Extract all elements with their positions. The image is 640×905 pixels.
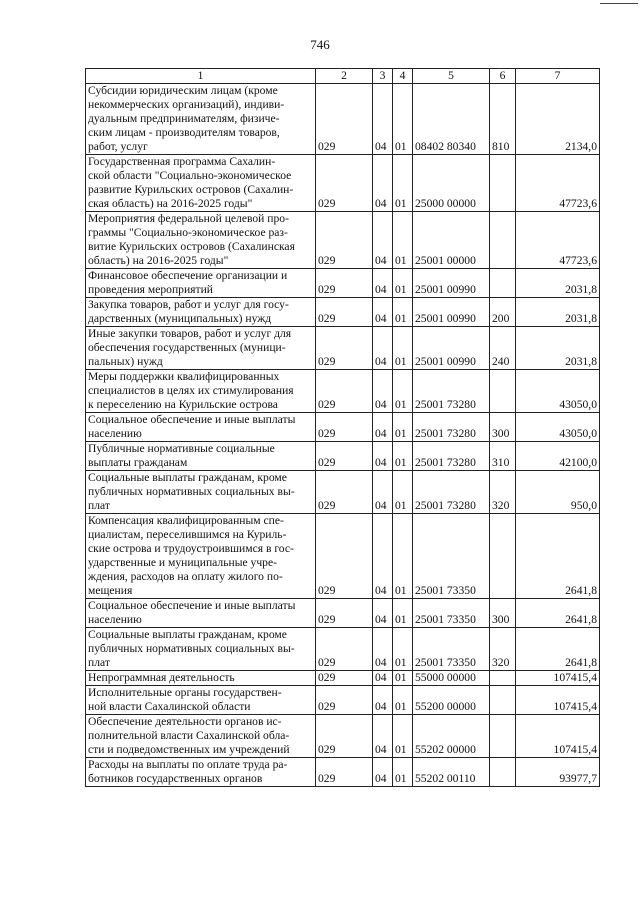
table-row (86, 599, 600, 628)
header-cell: 7 (516, 69, 600, 84)
cell-section: 04 (373, 413, 393, 442)
cell-amount: 2641,8 (516, 628, 600, 671)
cell-subsection: 01 (393, 413, 413, 442)
cell-name: Субсидии юридическим лицам (кроме некоммерческих организаций), индиви- дуальным предпринимателям, физиче- ским лицам - производителям товаров, работ, услуг (86, 84, 316, 155)
cell-type (490, 686, 516, 715)
cell-section: 04 (373, 599, 393, 628)
cell-subsection: 01 (393, 628, 413, 671)
cell-type: 300 (490, 599, 516, 628)
cell-section: 04 (373, 212, 393, 269)
cell-ministry: 029 (316, 442, 373, 471)
cell-section: 04 (373, 514, 393, 599)
cell-ministry: 029 (316, 269, 373, 298)
cell-ministry: 029 (316, 84, 373, 155)
cell-amount: 2031,8 (516, 327, 600, 370)
cell-subsection: 01 (393, 514, 413, 599)
table-row (86, 413, 600, 442)
cell-ministry: 029 (316, 413, 373, 442)
cell-target: 25001 00000 (413, 212, 490, 269)
table-row (86, 269, 600, 298)
cell-ministry: 029 (316, 298, 373, 327)
cell-ministry: 029 (316, 155, 373, 212)
cell-name: Государственная программа Сахалин- ской области "Социально-экономическое развитие Курильских островов (Сахалин- ская область) на 2016-2025 годы" (86, 155, 316, 212)
cell-ministry: 029 (316, 715, 373, 758)
cell-target: 25001 73280 (413, 471, 490, 514)
table-row (86, 628, 600, 671)
cell-amount: 107415,4 (516, 715, 600, 758)
cell-section: 04 (373, 442, 393, 471)
cell-subsection: 01 (393, 212, 413, 269)
cell-type (490, 370, 516, 413)
cell-target: 25001 73350 (413, 599, 490, 628)
cell-name: Мероприятия федеральной целевой про- граммы "Социально-экономическое раз- витие Курильских островов (Сахалинская область) на 2016-2025 годы" (86, 212, 316, 269)
cell-name: Социальные выплаты гражданам, кроме публичных нормативных социальных вы- плат (86, 628, 316, 671)
cell-amount: 42100,0 (516, 442, 600, 471)
cell-subsection: 01 (393, 298, 413, 327)
cell-amount: 2031,8 (516, 298, 600, 327)
cell-type (490, 758, 516, 787)
cell-name: Закупка товаров, работ и услуг для госу- дарственных (муниципальных) нужд (86, 298, 316, 327)
cell-subsection: 01 (393, 442, 413, 471)
cell-type (490, 715, 516, 758)
cell-subsection: 01 (393, 671, 413, 686)
header-cell: 4 (393, 69, 413, 84)
cell-type: 320 (490, 471, 516, 514)
cell-type: 240 (490, 327, 516, 370)
cell-ministry: 029 (316, 599, 373, 628)
cell-amount: 2031,8 (516, 269, 600, 298)
cell-subsection: 01 (393, 269, 413, 298)
cell-subsection: 01 (393, 155, 413, 212)
cell-subsection: 01 (393, 84, 413, 155)
header-cell: 6 (490, 69, 516, 84)
cell-name: Социальное обеспечение и иные выплаты населению (86, 599, 316, 628)
table-row (86, 84, 600, 155)
budget-table (85, 68, 600, 787)
header-row (86, 69, 600, 84)
cell-target: 25001 73280 (413, 370, 490, 413)
cell-name: Социальное обеспечение и иные выплаты населению (86, 413, 316, 442)
cell-subsection: 01 (393, 686, 413, 715)
cell-type: 300 (490, 413, 516, 442)
table-row (86, 212, 600, 269)
cell-type: 310 (490, 442, 516, 471)
cell-section: 04 (373, 628, 393, 671)
cell-subsection: 01 (393, 758, 413, 787)
cell-target: 25001 00990 (413, 327, 490, 370)
cell-section: 04 (373, 715, 393, 758)
cell-type (490, 212, 516, 269)
cell-amount: 107415,4 (516, 686, 600, 715)
cell-name: Публичные нормативные социальные выплаты гражданам (86, 442, 316, 471)
cell-section: 04 (373, 298, 393, 327)
cell-ministry: 029 (316, 327, 373, 370)
cell-ministry: 029 (316, 514, 373, 599)
cell-ministry: 029 (316, 370, 373, 413)
top-edge-mark (600, 3, 638, 4)
cell-subsection: 01 (393, 599, 413, 628)
cell-ministry: 029 (316, 686, 373, 715)
table-row (86, 715, 600, 758)
cell-amount: 2134,0 (516, 84, 600, 155)
cell-amount: 43050,0 (516, 370, 600, 413)
table-row (86, 686, 600, 715)
cell-target: 08402 80340 (413, 84, 490, 155)
header-cell: 5 (413, 69, 490, 84)
cell-amount: 2641,8 (516, 599, 600, 628)
cell-name: Социальные выплаты гражданам, кроме публичных нормативных социальных вы- плат (86, 471, 316, 514)
cell-target: 25001 00990 (413, 269, 490, 298)
cell-section: 04 (373, 84, 393, 155)
cell-name: Расходы на выплаты по оплате труда ра- ботников государственных органов (86, 758, 316, 787)
cell-subsection: 01 (393, 370, 413, 413)
header-cell: 2 (316, 69, 373, 84)
cell-name: Финансовое обеспечение организации и проведения мероприятий (86, 269, 316, 298)
cell-target: 55202 00000 (413, 715, 490, 758)
cell-amount: 93977,7 (516, 758, 600, 787)
cell-ministry: 029 (316, 671, 373, 686)
cell-type (490, 269, 516, 298)
cell-subsection: 01 (393, 327, 413, 370)
table-row (86, 155, 600, 212)
table-row (86, 671, 600, 686)
cell-name: Меры поддержки квалифицированных специалистов в целях их стимулирования к переселению на Курильские острова (86, 370, 316, 413)
cell-section: 04 (373, 671, 393, 686)
cell-type (490, 671, 516, 686)
cell-type (490, 514, 516, 599)
cell-name: Исполнительные органы государствен- ной власти Сахалинской области (86, 686, 316, 715)
cell-section: 04 (373, 370, 393, 413)
cell-name: Обеспечение деятельности органов ис- полнительной власти Сахалинской обла- сти и подведомственных им учреждений (86, 715, 316, 758)
cell-target: 25001 73350 (413, 628, 490, 671)
cell-target: 55202 00110 (413, 758, 490, 787)
table-row (86, 514, 600, 599)
cell-ministry: 029 (316, 471, 373, 514)
cell-amount: 950,0 (516, 471, 600, 514)
cell-type: 810 (490, 84, 516, 155)
cell-section: 04 (373, 269, 393, 298)
cell-type: 320 (490, 628, 516, 671)
cell-target: 25001 73280 (413, 413, 490, 442)
cell-amount: 47723,6 (516, 212, 600, 269)
table-row (86, 370, 600, 413)
cell-type: 200 (490, 298, 516, 327)
cell-name: Компенсация квалифицированным спе- циалистам, переселившимся на Куриль- ские острова и трудоустроившимся в гос- ударственные и муниципальные учре- ждения, расходов на оплату жилого по- мещения (86, 514, 316, 599)
cell-section: 04 (373, 327, 393, 370)
page-number: 746 (310, 37, 330, 52)
cell-amount: 107415,4 (516, 671, 600, 686)
cell-amount: 43050,0 (516, 413, 600, 442)
cell-section: 04 (373, 686, 393, 715)
table-row (86, 298, 600, 327)
cell-section: 04 (373, 758, 393, 787)
cell-subsection: 01 (393, 471, 413, 514)
cell-section: 04 (373, 155, 393, 212)
cell-target: 55200 00000 (413, 686, 490, 715)
cell-section: 04 (373, 471, 393, 514)
header-cell: 3 (373, 69, 393, 84)
table-row (86, 327, 600, 370)
cell-target: 25001 00990 (413, 298, 490, 327)
cell-type (490, 155, 516, 212)
cell-ministry: 029 (316, 628, 373, 671)
cell-target: 25000 00000 (413, 155, 490, 212)
table-row (86, 758, 600, 787)
cell-target: 25001 73280 (413, 442, 490, 471)
cell-ministry: 029 (316, 212, 373, 269)
cell-target: 25001 73350 (413, 514, 490, 599)
cell-name: Иные закупки товаров, работ и услуг для обеспечения государственных (муници- пальных) нужд (86, 327, 316, 370)
cell-name: Непрограммная деятельность (86, 671, 316, 686)
cell-amount: 47723,6 (516, 155, 600, 212)
table-row (86, 471, 600, 514)
cell-amount: 2641,8 (516, 514, 600, 599)
cell-subsection: 01 (393, 715, 413, 758)
cell-target: 55000 00000 (413, 671, 490, 686)
cell-ministry: 029 (316, 758, 373, 787)
header-cell: 1 (86, 69, 316, 84)
table-row (86, 442, 600, 471)
